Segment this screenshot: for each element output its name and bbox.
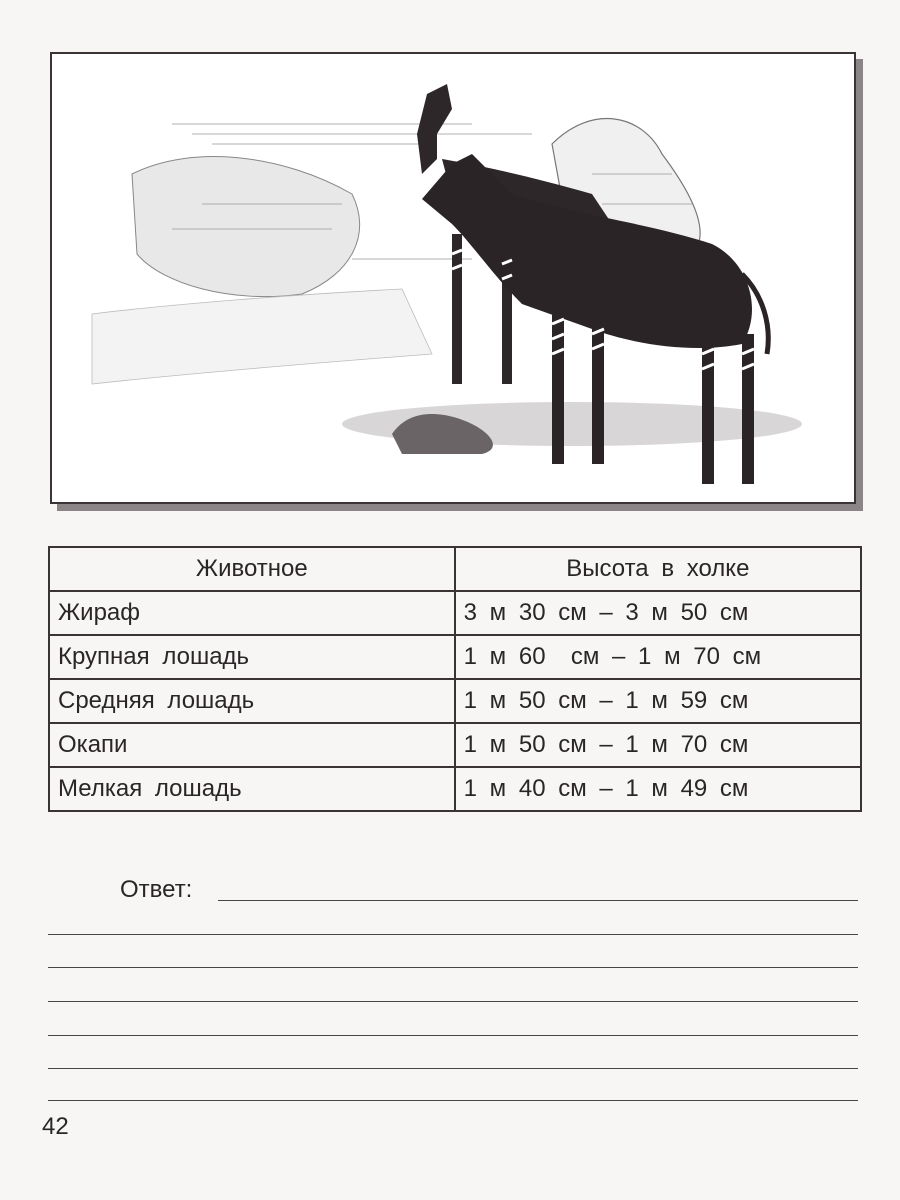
okapi-illustration	[50, 52, 856, 504]
table-row	[49, 591, 861, 635]
height-cell: 1 м 50 см – 1 м 70 см	[455, 723, 861, 767]
answer-line[interactable]	[48, 1001, 858, 1002]
answer-line[interactable]	[48, 1035, 858, 1036]
animal-cell: Мелкая лошадь	[49, 767, 455, 811]
answer-label: Ответ:	[120, 876, 193, 903]
answer-line[interactable]	[48, 967, 858, 968]
height-at-withers-table	[48, 546, 862, 812]
animal-cell: Жираф	[49, 591, 455, 635]
table-row	[49, 679, 861, 723]
page-number: 42	[42, 1113, 69, 1140]
animal-cell: Средняя лошадь	[49, 679, 455, 723]
height-cell: 1 м 50 см – 1 м 59 см	[455, 679, 861, 723]
column-header-animal: Животное	[49, 547, 455, 591]
table-row	[49, 767, 861, 811]
height-cell: 1 м 60 см – 1 м 70 см	[455, 635, 861, 679]
table-header-row	[49, 547, 861, 591]
animal-cell: Крупная лошадь	[49, 635, 455, 679]
answer-line[interactable]	[48, 1068, 858, 1069]
height-cell: 3 м 30 см – 3 м 50 см	[455, 591, 861, 635]
table-row	[49, 723, 861, 767]
answer-line[interactable]	[218, 900, 858, 901]
height-cell: 1 м 40 см – 1 м 49 см	[455, 767, 861, 811]
okapi-drawing	[52, 54, 854, 502]
answer-line[interactable]	[48, 1100, 858, 1101]
answer-line[interactable]	[48, 934, 858, 935]
table-row	[49, 635, 861, 679]
column-header-height: Высота в холке	[455, 547, 861, 591]
animal-cell: Окапи	[49, 723, 455, 767]
